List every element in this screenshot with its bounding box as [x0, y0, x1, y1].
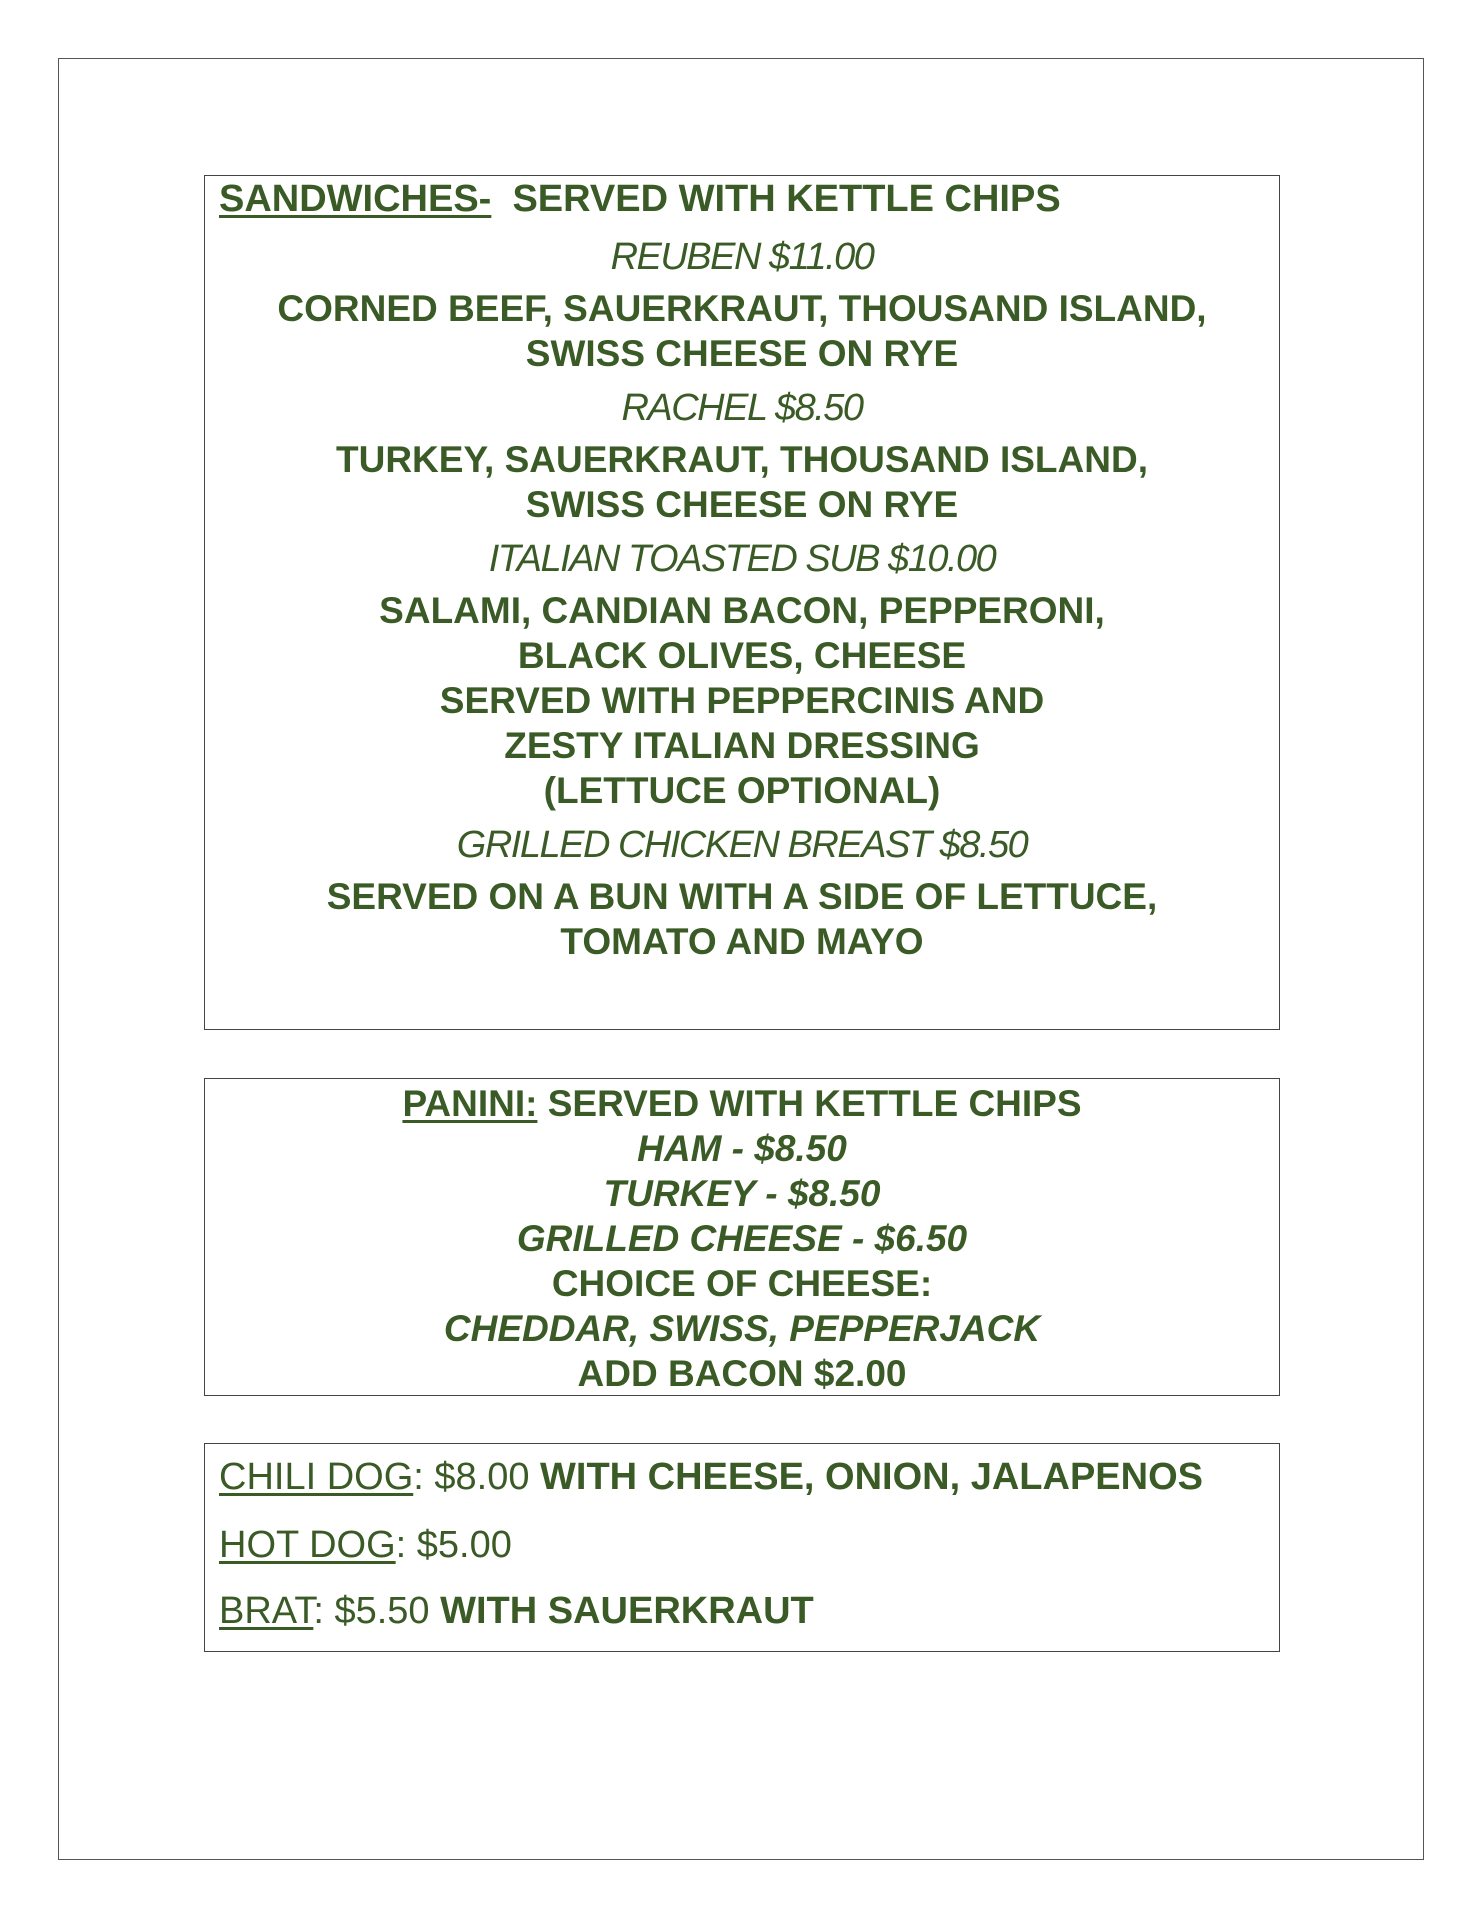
- item-description-line: (LETTUCE OPTIONAL): [543, 770, 941, 811]
- panini-item: GRILLED CHEESE - $6.50: [516, 1218, 968, 1259]
- item-name: HOT DOG: [219, 1524, 396, 1566]
- item-description-line: SERVED ON A BUN WITH A SIDE OF LETTUCE,: [326, 876, 1158, 917]
- panini-heading-label: PANINI:: [402, 1083, 538, 1124]
- sandwiches-heading-label: SANDWICHES-: [219, 178, 492, 220]
- item-description-line: CORNED BEEF, SAUERKRAUT, THOUSAND ISLAND,: [277, 288, 1207, 329]
- menu-item-italian-sub: [205, 536, 1279, 813]
- item-price: $8.00: [423, 1456, 530, 1498]
- panini-section: [204, 1078, 1280, 1396]
- item-description-line: SERVED WITH PEPPERCINIS AND: [439, 680, 1045, 721]
- menu-item-chili-dog: [219, 1456, 1203, 1499]
- item-description: WITH SAUERKRAUT: [429, 1590, 814, 1632]
- sandwiches-heading: [219, 178, 1061, 221]
- menu-item-grilled-chicken: [205, 822, 1279, 964]
- item-colon: :: [413, 1456, 424, 1498]
- item-name: GRILLED CHICKEN BREAST $8.50: [456, 824, 1028, 866]
- hotdogs-section: [204, 1443, 1280, 1652]
- menu-item-hot-dog: [219, 1524, 512, 1567]
- cheese-options: CHEDDAR, SWISS, PEPPERJACK: [443, 1308, 1041, 1349]
- item-description-line: TOMATO AND MAYO: [560, 921, 924, 962]
- cheese-choice-label: CHOICE OF CHEESE:: [551, 1263, 933, 1304]
- sandwiches-section: [204, 175, 1280, 1030]
- item-description-line: SWISS CHEESE ON RYE: [525, 333, 959, 374]
- item-description: WITH CHEESE, ONION, JALAPENOS: [529, 1456, 1203, 1498]
- menu-item-brat: [219, 1590, 814, 1633]
- item-description-line: BLACK OLIVES, CHEESE: [517, 635, 967, 676]
- item-description-line: TURKEY, SAUERKRAUT, THOUSAND ISLAND,: [336, 439, 1148, 480]
- item-price: $5.50: [323, 1590, 430, 1632]
- menu-item-reuben: [205, 234, 1279, 376]
- sandwiches-heading-subtitle: SERVED WITH KETTLE CHIPS: [491, 178, 1061, 220]
- item-name: BRAT: [219, 1590, 314, 1632]
- add-on: ADD BACON $2.00: [577, 1353, 907, 1394]
- item-name: ITALIAN TOASTED SUB $10.00: [488, 538, 996, 580]
- item-name: RACHEL $8.50: [621, 387, 863, 429]
- item-description-line: SWISS CHEESE ON RYE: [525, 484, 959, 525]
- panini-heading: [205, 1081, 1279, 1126]
- item-colon: :: [313, 1590, 324, 1632]
- panini-item: HAM - $8.50: [637, 1128, 847, 1169]
- panini-heading-subtitle: SERVED WITH KETTLE CHIPS: [537, 1083, 1082, 1124]
- item-name: CHILI DOG: [219, 1456, 414, 1498]
- menu-item-rachel: [205, 385, 1279, 527]
- panini-item: TURKEY - $8.50: [603, 1173, 881, 1214]
- item-colon: :: [395, 1524, 407, 1566]
- item-description-line: SALAMI, CANDIAN BACON, PEPPERONI,: [379, 590, 1105, 631]
- item-price: $5.00: [406, 1524, 512, 1566]
- item-description-line: ZESTY ITALIAN DRESSING: [504, 725, 980, 766]
- item-name: REUBEN $11.00: [610, 236, 874, 278]
